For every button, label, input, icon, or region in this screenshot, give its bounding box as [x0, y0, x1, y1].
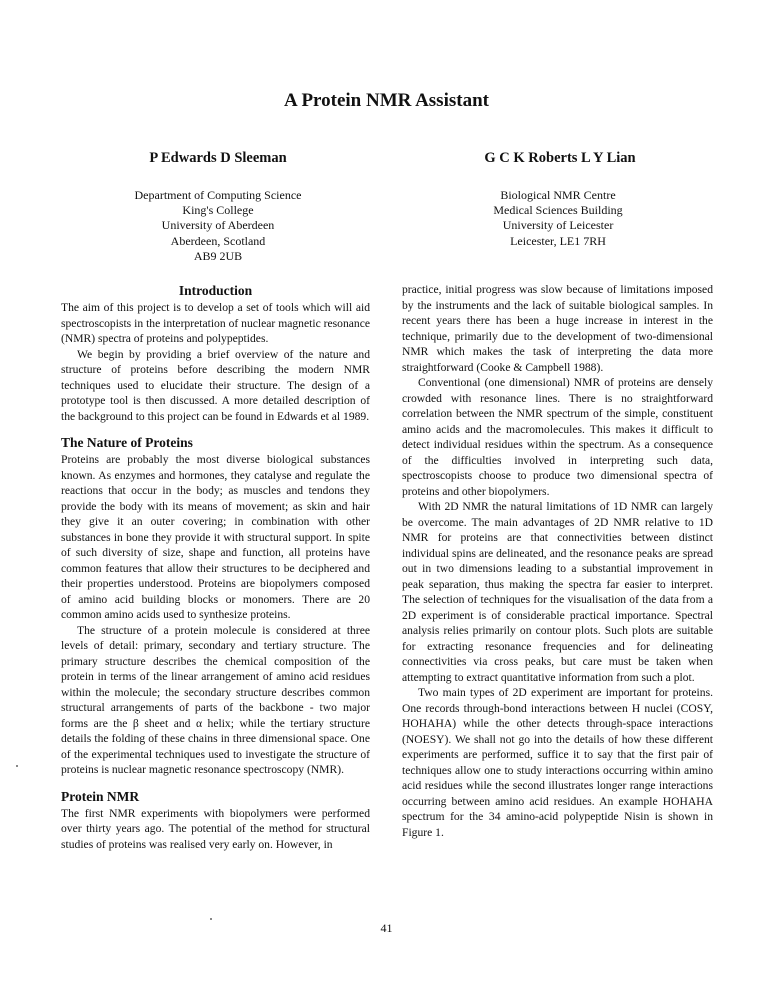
- paragraph: With 2D NMR the natural limitations of 1D NMR can largely be overcome. The main advantages of 2D NMR relative to 1D NMR for proteins are that connectivities between distinct individual spins are delineated, and the resonance peaks are spread out in two dimensions leading to a substantial improvement in peak separation, thus making the spectra far easier to interpret. The selection of techniques for the visualisation of the data from a 2D experiment is of considerable practical importance. Spectral analysis relies primarily on contour plots. Such plots are suitable for extracting resonance frequencies and for delineating connectivities via cross peaks, but care must be taken when attempting to extract quantitative information from such a plot.: [402, 500, 713, 684]
- affiliation-right: [458, 188, 658, 249]
- affiliation-left: [118, 188, 318, 264]
- scan-mark: [210, 918, 212, 920]
- paragraph: The structure of a protein molecule is considered at three levels of detail: primary, secondary and tertiary structure. The primary structure describes the chemical composition of the protein in terms of the linear arrangement of amino acid residues within the molecule; the secondary structure describes common structural arrangements of parts of the backbone - two major forms are the β sheet and α helix; while the tertiary structure details the folding of these chains in three dimensional space. One of the experimental techniques used to investigate the structure of proteins is nuclear magnetic resonance spectroscopy (NMR).: [61, 623, 370, 776]
- paragraph: The aim of this project is to develop a set of tools which will aid spectroscopists in the interpretation of nuclear magnetic resonance (NMR) spectra of proteins and polypeptides.: [61, 301, 370, 345]
- affiliation-line: University of Aberdeen: [161, 218, 275, 233]
- page-number: 41: [380, 921, 393, 935]
- section-heading-protein-nmr: Protein NMR: [61, 788, 140, 804]
- paper-title: A Protein NMR Assistant: [284, 90, 489, 111]
- affiliation-line: Medical Sciences Building: [493, 203, 623, 218]
- affiliation-line: Department of Computing Science: [134, 188, 302, 202]
- scan-mark: [16, 765, 18, 767]
- left-column: [61, 282, 370, 852]
- paragraph: Proteins are probably the most diverse biological substances known. As enzymes and hormones, they catalyse and regulate the reactions that occur in the body; as muscles and tendons they provide the body with its means of movement; as skin and hair they give it an outer covering; in combination with other substances in bone they provide it with structural support. In spite of such diversity of size, shape and function, all proteins have common features that allow their structures to be deciphered and their properties understood. Proteins are biopolymers composed of amino acid building blocks or monomers. There are 20 common amino acids used to synthesize proteins.: [61, 453, 370, 621]
- affiliation-line: Leicester, LE1 7RH: [510, 233, 606, 248]
- affiliation-line: King's College: [182, 203, 254, 218]
- section-heading-introduction: Introduction: [178, 283, 253, 298]
- paragraph: practice, initial progress was slow because of limitations imposed by the instruments and the lack of suitable biological samples. In recent years there has been a huge increase in interest in the technique, primarily due to the development of two-dimensional NMR which makes the task of interpreting the data more straightforward (Cooke & Campbell 1988).: [402, 283, 713, 374]
- right-column: [402, 282, 713, 840]
- authors-right: G C K Roberts L Y Lian: [484, 150, 636, 166]
- affiliation-line: Aberdeen, Scotland: [170, 233, 266, 248]
- paragraph: Two main types of 2D experiment are important for proteins. One records through-bond interactions between H nuclei (COSY, HOHAHA) while the other detects through-space interactions (NOESY). We shall not go into the details of how these different experiments are performed, suffice it to say that the first pair of techniques allow one to study interactions occurring within amino acid residues while the second illustrates longer range interactions occurring between amino acid residues. An example HOHAHA spectrum for the 34 amino-acid polypeptide Nisin is shown in Figure 1.: [402, 686, 713, 839]
- paragraph: We begin by providing a brief overview of the nature and structure of proteins before describing the modern NMR techniques used to elucidate their structure. The design of a prototype tool is then discussed. A more detailed description of the background to this project can be found in Edwards et al 1989.: [61, 347, 370, 423]
- affiliation-line: Biological NMR Centre: [500, 188, 616, 202]
- paragraph: The first NMR experiments with biopolymers were performed over thirty years ago. The potential of the method for structural studies of proteins was realised very early on. However, in: [61, 806, 370, 851]
- section-heading-nature-of-proteins: The Nature of Proteins: [61, 435, 193, 450]
- paragraph: Conventional (one dimensional) NMR of proteins are densely crowded with resonance lines. There is no straightforward correlation between the NMR spectrum of the simple, constituent amino acids and the macromolecules. This makes it difficult to detect individual residues within the spectrum. As a consequence of the difficulties involved in interpreting such data, spectroscopists choose to produce two dimensional spectra of proteins and other biopolymers.: [402, 376, 713, 498]
- authors-left: P Edwards D Sleeman: [149, 150, 287, 166]
- affiliation-line: University of Leicester: [502, 218, 614, 233]
- affiliation-line: AB9 2UB: [193, 248, 243, 263]
